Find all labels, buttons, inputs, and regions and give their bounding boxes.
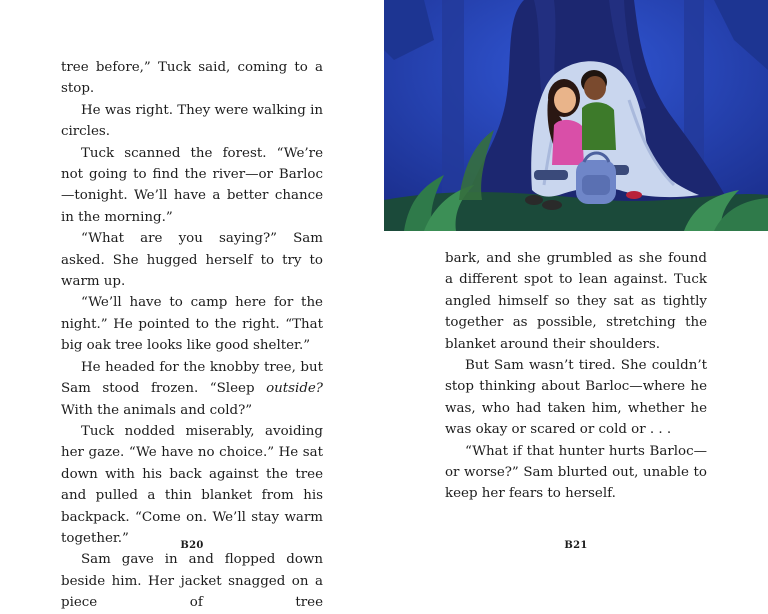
paragraph: He was right. They were walking in circles. (61, 102, 323, 140)
paragraph: Sam gave in and flopped down beside him. Her jacket snagged on a piece of tree (61, 552, 323, 611)
right-page (384, 0, 768, 576)
paragraph: “We’ll have to camp here for the night.” He pointed to the right. “That big oak tree looks like good shelter.” (61, 295, 323, 354)
right-page-text (445, 248, 707, 505)
page-number: B20 (180, 540, 204, 551)
paragraph: tree before,” Tuck said, coming to a stop. (61, 60, 323, 97)
paragraph: “What are you saying?” Sam asked. She hugged herself to try to warm up. (61, 231, 323, 290)
paragraph: Tuck scanned the forest. “We’re not going to find the river—or Barloc—tonight. We’ll have a better chance in the morning.” (61, 145, 323, 225)
paragraph-text: He headed for the knobby tree, but Sam stood frozen. “Sleep (61, 359, 323, 397)
paragraph: “What if that hunter hurts Barloc—or worse?” Sam blurted out, unable to keep her fears to herself. (445, 443, 707, 502)
emphasis-text: outside? (266, 381, 323, 397)
illustration (384, 0, 768, 231)
left-page-text (61, 57, 323, 614)
left-page (0, 0, 384, 611)
paragraph-text: With the animals and cold?” (61, 402, 253, 418)
paragraph (61, 357, 323, 421)
paragraph: But Sam wasn’t tired. She couldn’t stop thinking about Barloc—where he was, who had taken him, whether he was okay or scared or cold or . . . (445, 358, 707, 438)
paragraph: bark, and she grumbled as she found a different spot to lean against. Tuck angled himself so they sat as tightly together as possible, stretching the blanket around their shoulders. (445, 251, 707, 352)
paragraph: Tuck nodded miserably, avoiding her gaze. “We have no choice.” He sat down with his back against the tree and pulled a thin blanket from his backpack. “Come on. We’ll stay warm together.” (61, 423, 323, 546)
page-number: B21 (564, 540, 588, 551)
forest-night-illustration (384, 0, 768, 231)
